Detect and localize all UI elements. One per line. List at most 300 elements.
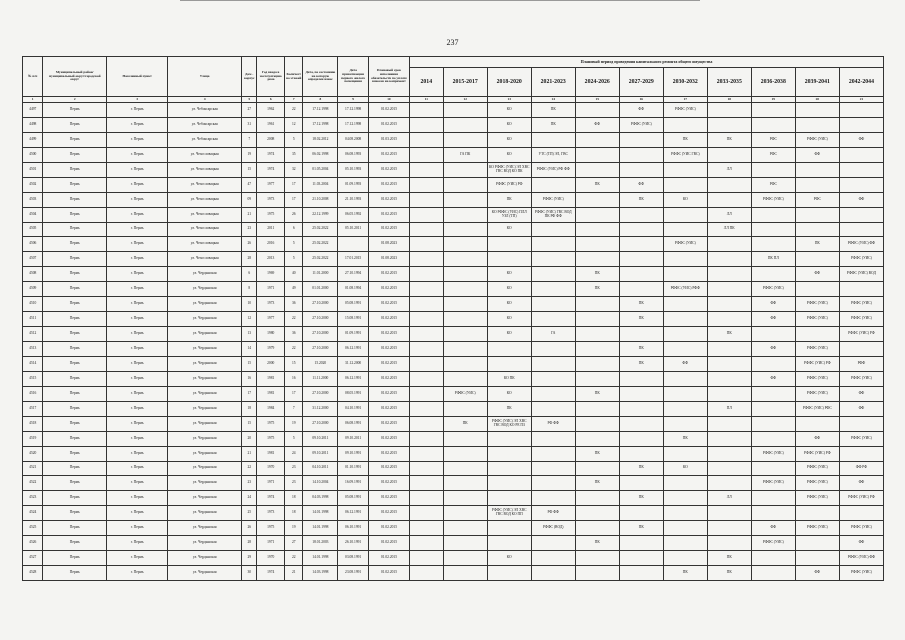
repair-period-cell: РФФС (УИС) РФ bbox=[795, 446, 839, 461]
house-cell: 09 bbox=[242, 192, 257, 207]
repair-period-cell: РФФС (УИС) bbox=[795, 342, 839, 357]
street-cell: ул. Чердынская bbox=[168, 401, 242, 416]
repair-period-cell bbox=[409, 536, 443, 551]
column-number: 5 bbox=[242, 97, 257, 103]
repair-period-cell: РФФС (УИС ГВС) bbox=[663, 147, 707, 162]
repair-period-cell: ФФ bbox=[619, 177, 663, 192]
repair-period-cell bbox=[409, 267, 443, 282]
repair-period-cell bbox=[795, 327, 839, 342]
repair-period-cell: ПК bbox=[663, 431, 707, 446]
date-first-cell: 21.10.1993 bbox=[338, 192, 369, 207]
repair-period-cell bbox=[443, 192, 487, 207]
settlement-cell: г. Пермь bbox=[106, 476, 167, 491]
repair-period-cell: РФФС (УИС) bbox=[663, 237, 707, 252]
repair-period-cell bbox=[531, 267, 575, 282]
municipality-cell: Пермь bbox=[43, 461, 106, 476]
repair-period-cell: КО РФФС (УИС) ЭЛ ХВС ГВС ВОД КО ПК bbox=[487, 162, 531, 177]
column-number: 20 bbox=[795, 97, 839, 103]
column-number: 13 bbox=[487, 97, 531, 103]
column-number: 4 bbox=[168, 97, 242, 103]
column-number: 14 bbox=[531, 97, 575, 103]
street-cell: ул. Чехословацкая bbox=[168, 162, 242, 177]
floors-cell: 27 bbox=[285, 536, 303, 551]
repair-period-cell: КО bbox=[487, 327, 531, 342]
repair-period-cell bbox=[575, 491, 619, 506]
row-number: 4523 bbox=[23, 491, 43, 506]
repair-period-cell: РФФС (ВОД) bbox=[531, 521, 575, 536]
row-number: 4511 bbox=[23, 312, 43, 327]
floors-cell: 5 bbox=[285, 431, 303, 446]
repair-period-cell bbox=[707, 356, 751, 371]
street-cell: ул. Чехословацкая bbox=[168, 177, 242, 192]
repair-period-cell: ФФ bbox=[751, 521, 795, 536]
row-number: 4502 bbox=[23, 177, 43, 192]
municipality-cell: Пермь bbox=[43, 506, 106, 521]
repair-period-cell bbox=[575, 342, 619, 357]
house-cell: 7 bbox=[242, 132, 257, 147]
repair-period-cell: РФФС (УИС) bbox=[751, 446, 795, 461]
header-year-10: 2042-2044 bbox=[839, 68, 883, 97]
row-number: 4508 bbox=[23, 267, 43, 282]
street-cell: ул. Чердынская bbox=[168, 446, 242, 461]
floors-cell: 6 bbox=[285, 222, 303, 237]
planned-term-cell: 01.02.2015 bbox=[368, 431, 409, 446]
municipality-cell: Пермь bbox=[43, 222, 106, 237]
repair-period-cell: РФФС (УИС) bbox=[839, 521, 883, 536]
settlement-cell: г. Пермь bbox=[106, 386, 167, 401]
repair-period-cell: ФФ bbox=[795, 267, 839, 282]
year-built-cell: 1975 bbox=[257, 521, 285, 536]
table-row bbox=[23, 103, 884, 118]
floors-cell: 19 bbox=[285, 521, 303, 536]
repair-period-cell: ПК bbox=[707, 132, 751, 147]
repair-period-cell: РФ ФФ bbox=[531, 416, 575, 431]
year-built-cell: 1970 bbox=[257, 551, 285, 566]
planned-term-cell: 01.02.2015 bbox=[368, 446, 409, 461]
floors-cell: 22 bbox=[285, 312, 303, 327]
year-built-cell: 1974 bbox=[257, 566, 285, 581]
repair-period-cell bbox=[531, 297, 575, 312]
year-built-cell: 1962 bbox=[257, 103, 285, 118]
column-number: 17 bbox=[663, 97, 707, 103]
street-cell: ул. Чебоксарская bbox=[168, 132, 242, 147]
repair-period-cell: РФФС (УИС) bbox=[795, 371, 839, 386]
repair-period-cell bbox=[443, 312, 487, 327]
repair-period-cell bbox=[663, 327, 707, 342]
header-year-3: 2021-2023 bbox=[531, 68, 575, 97]
header-year-0: 2014 bbox=[409, 68, 443, 97]
repair-period-cell bbox=[663, 536, 707, 551]
date-first-cell: 03.08.1991 bbox=[338, 551, 369, 566]
repair-period-cell: КО bbox=[487, 267, 531, 282]
repair-period-cell bbox=[707, 342, 751, 357]
house-cell: 26 bbox=[242, 521, 257, 536]
year-built-cell: 1973 bbox=[257, 297, 285, 312]
repair-period-cell bbox=[707, 461, 751, 476]
column-number: 1 bbox=[23, 97, 43, 103]
repair-period-cell: РФФС (УИС) bbox=[751, 192, 795, 207]
repair-period-cell bbox=[531, 312, 575, 327]
repair-period-cell: РФФС (УИС) bbox=[751, 476, 795, 491]
municipality-cell: Пермь bbox=[43, 132, 106, 147]
repair-period-cell bbox=[409, 327, 443, 342]
repair-period-cell bbox=[707, 416, 751, 431]
repair-period-cell: ПК bbox=[619, 342, 663, 357]
planned-term-cell: 01.02.2015 bbox=[368, 327, 409, 342]
planned-term-cell: 01.02.2015 bbox=[368, 371, 409, 386]
municipality-cell: Пермь bbox=[43, 371, 106, 386]
repair-period-cell: ФФ bbox=[751, 312, 795, 327]
repair-period-cell: ПК bbox=[795, 237, 839, 252]
date-first-cell: 01.09.1993 bbox=[338, 177, 369, 192]
repair-period-cell bbox=[409, 237, 443, 252]
repair-period-cell: ФФ bbox=[839, 386, 883, 401]
repair-period-cell bbox=[751, 566, 795, 581]
repair-period-cell bbox=[795, 117, 839, 132]
house-cell: 22 bbox=[242, 461, 257, 476]
street-cell: ул. Чердынская bbox=[168, 282, 242, 297]
year-built-cell: 1974 bbox=[257, 147, 285, 162]
row-number: 4525 bbox=[23, 521, 43, 536]
repair-period-cell bbox=[707, 282, 751, 297]
row-number: 4503 bbox=[23, 192, 43, 207]
repair-period-cell: РФФС (УИС) bbox=[839, 566, 883, 581]
repair-period-cell bbox=[663, 491, 707, 506]
header-year-6: 2030-2032 bbox=[663, 68, 707, 97]
date-inclusion-cell: 25.02.2022 bbox=[303, 237, 338, 252]
repair-period-cell bbox=[531, 491, 575, 506]
repair-period-cell: ПК bbox=[575, 536, 619, 551]
planned-term-cell: 01.02.2015 bbox=[368, 356, 409, 371]
repair-period-cell: ФФ bbox=[839, 536, 883, 551]
repair-period-cell: ГА ПК bbox=[443, 147, 487, 162]
repair-period-cell bbox=[409, 297, 443, 312]
repair-period-cell bbox=[795, 551, 839, 566]
repair-period-cell bbox=[443, 551, 487, 566]
repair-period-cell: РФФС (УИС) РФ bbox=[839, 327, 883, 342]
date-inclusion-cell: 27.10.2000 bbox=[303, 312, 338, 327]
repair-period-cell bbox=[531, 401, 575, 416]
house-cell: 17 bbox=[242, 386, 257, 401]
floors-cell: 18 bbox=[285, 491, 303, 506]
municipality-cell: Пермь bbox=[43, 491, 106, 506]
repair-period-cell bbox=[619, 386, 663, 401]
planned-term-cell: 01.02.2015 bbox=[368, 103, 409, 118]
repair-period-cell: РФФС (УИС) РФ ФФ bbox=[531, 162, 575, 177]
repair-period-cell: КО bbox=[487, 103, 531, 118]
repair-period-cell bbox=[443, 536, 487, 551]
repair-period-cell bbox=[707, 506, 751, 521]
date-first-cell: 06.10.1991 bbox=[338, 521, 369, 536]
repair-period-cell bbox=[795, 177, 839, 192]
date-inclusion-cell: 17.12.1998 bbox=[303, 103, 338, 118]
column-number: 10 bbox=[368, 97, 409, 103]
repair-period-cell bbox=[663, 177, 707, 192]
repair-period-cell bbox=[409, 401, 443, 416]
floors-cell: 5 bbox=[285, 237, 303, 252]
row-number: 4522 bbox=[23, 476, 43, 491]
floors-cell: 16 bbox=[285, 371, 303, 386]
table-row bbox=[23, 147, 884, 162]
table-row bbox=[23, 566, 884, 581]
repair-period-cell bbox=[443, 237, 487, 252]
repair-period-cell: ГА bbox=[531, 327, 575, 342]
row-number: 4507 bbox=[23, 252, 43, 267]
house-cell: 18 bbox=[242, 401, 257, 416]
table-row bbox=[23, 551, 884, 566]
date-first-cell: 01.08.1994 bbox=[338, 282, 369, 297]
repair-period-cell bbox=[487, 237, 531, 252]
repair-period-cell bbox=[751, 237, 795, 252]
settlement-cell: г. Пермь bbox=[106, 506, 167, 521]
municipality-cell: Пермь bbox=[43, 237, 106, 252]
house-cell: 8 bbox=[242, 282, 257, 297]
repair-period-cell bbox=[663, 506, 707, 521]
repair-period-cell: РФФС (УИС) bbox=[839, 312, 883, 327]
row-number: 4515 bbox=[23, 371, 43, 386]
repair-period-cell bbox=[619, 207, 663, 222]
table-row bbox=[23, 192, 884, 207]
street-cell: ул. Чердынская bbox=[168, 416, 242, 431]
repair-period-cell bbox=[409, 162, 443, 177]
street-cell: ул. Чехословацкая bbox=[168, 147, 242, 162]
repair-period-cell bbox=[751, 117, 795, 132]
header-year-5: 2027-2029 bbox=[619, 68, 663, 97]
repair-period-cell bbox=[443, 117, 487, 132]
date-inclusion-cell: 14.03.1998 bbox=[303, 566, 338, 581]
settlement-cell: г. Пермь bbox=[106, 371, 167, 386]
date-first-cell: 26.10.1991 bbox=[338, 536, 369, 551]
floors-cell: 23 bbox=[285, 476, 303, 491]
repair-period-cell: РФФС (УИС) bbox=[839, 252, 883, 267]
header-year-built: Год ввода в эксплуатацию дома bbox=[257, 57, 285, 97]
date-inclusion-cell: 21.10.2008 bbox=[303, 192, 338, 207]
table-row bbox=[23, 476, 884, 491]
row-number: 4518 bbox=[23, 416, 43, 431]
house-cell: 6 bbox=[242, 267, 257, 282]
municipality-cell: Пермь bbox=[43, 162, 106, 177]
repair-period-cell: ПК bbox=[443, 416, 487, 431]
date-first-cell: 23.08.1991 bbox=[338, 566, 369, 581]
row-number: 4526 bbox=[23, 536, 43, 551]
street-cell: ул. Чердынская bbox=[168, 461, 242, 476]
header-year-1: 2015-2017 bbox=[443, 68, 487, 97]
repair-period-cell bbox=[409, 147, 443, 162]
repair-period-cell: РФФС (УИС) bbox=[795, 297, 839, 312]
settlement-cell: г. Пермь bbox=[106, 446, 167, 461]
row-number: 4528 bbox=[23, 566, 43, 581]
repair-period-cell bbox=[795, 222, 839, 237]
repair-period-cell bbox=[751, 267, 795, 282]
settlement-cell: г. Пермь bbox=[106, 327, 167, 342]
repair-period-cell: ПК bbox=[487, 192, 531, 207]
repair-period-cell bbox=[619, 476, 663, 491]
planned-term-cell: 01.03.2015 bbox=[368, 132, 409, 147]
repair-period-cell bbox=[619, 147, 663, 162]
repair-period-cell bbox=[531, 461, 575, 476]
repair-period-cell: ПК ПЛ bbox=[751, 252, 795, 267]
date-first-cell: 17.01.2015 bbox=[338, 252, 369, 267]
repair-period-cell bbox=[751, 103, 795, 118]
settlement-cell: г. Пермь bbox=[106, 416, 167, 431]
repair-period-cell: КО bbox=[487, 312, 531, 327]
street-cell: ул. Чердынская bbox=[168, 506, 242, 521]
repair-period-cell bbox=[409, 521, 443, 536]
repair-period-cell bbox=[751, 327, 795, 342]
header-settlement: Населенный пункт bbox=[106, 57, 167, 97]
repair-period-cell: РФФС (УИС) bbox=[663, 103, 707, 118]
date-inclusion-cell: 09.10.2011 bbox=[303, 446, 338, 461]
planned-term-cell: 01.02.2015 bbox=[368, 401, 409, 416]
repair-period-cell: ФФ bbox=[795, 431, 839, 446]
row-number: 4512 bbox=[23, 327, 43, 342]
year-built-cell: 1975 bbox=[257, 207, 285, 222]
floors-cell: 17 bbox=[285, 192, 303, 207]
row-number: 4506 bbox=[23, 237, 43, 252]
column-number: 2 bbox=[43, 97, 106, 103]
house-cell: 26 bbox=[242, 237, 257, 252]
repair-period-cell bbox=[619, 416, 663, 431]
repair-period-cell: ФФ bbox=[839, 401, 883, 416]
floors-cell: 12 bbox=[285, 117, 303, 132]
repair-period-cell bbox=[487, 431, 531, 446]
street-cell: ул. Чердынская bbox=[168, 356, 242, 371]
repair-period-cell bbox=[487, 356, 531, 371]
row-number: 4520 bbox=[23, 446, 43, 461]
repair-period-cell bbox=[409, 192, 443, 207]
repair-period-cell bbox=[443, 461, 487, 476]
planned-term-cell: 01.02.2015 bbox=[368, 117, 409, 132]
repair-period-cell: КО bbox=[487, 551, 531, 566]
street-cell: ул. Чебоксарская bbox=[168, 117, 242, 132]
house-cell: 23 bbox=[242, 476, 257, 491]
repair-period-cell: УТС (ТП) ЭЛ, ГВС bbox=[531, 147, 575, 162]
repair-period-cell: РФС bbox=[795, 192, 839, 207]
house-cell: 21 bbox=[242, 446, 257, 461]
date-first-cell: 04.10.1991 bbox=[338, 401, 369, 416]
capital-repair-table bbox=[22, 56, 884, 581]
repair-period-cell bbox=[443, 566, 487, 581]
year-built-cell: 1973 bbox=[257, 192, 285, 207]
row-number: 4517 bbox=[23, 401, 43, 416]
table-row bbox=[23, 461, 884, 476]
repair-period-cell bbox=[443, 162, 487, 177]
repair-period-cell bbox=[443, 327, 487, 342]
row-number: 4499 bbox=[23, 132, 43, 147]
date-first-cell: 01.10.1991 bbox=[338, 461, 369, 476]
settlement-cell: г. Пермь bbox=[106, 222, 167, 237]
date-inclusion-cell: 27.10.2000 bbox=[303, 327, 338, 342]
repair-period-cell bbox=[795, 506, 839, 521]
date-inclusion-cell: 14.01.1998 bbox=[303, 506, 338, 521]
municipality-cell: Пермь bbox=[43, 117, 106, 132]
planned-term-cell: 01.02.2015 bbox=[368, 222, 409, 237]
repair-period-cell bbox=[443, 476, 487, 491]
house-cell: 16 bbox=[242, 371, 257, 386]
row-number: 4510 bbox=[23, 297, 43, 312]
repair-period-cell bbox=[663, 207, 707, 222]
settlement-cell: г. Пермь bbox=[106, 401, 167, 416]
repair-period-cell: РФФС (УИС) bbox=[795, 132, 839, 147]
repair-period-cell bbox=[707, 177, 751, 192]
settlement-cell: г. Пермь bbox=[106, 566, 167, 581]
row-number: 4516 bbox=[23, 386, 43, 401]
repair-period-cell bbox=[619, 237, 663, 252]
repair-period-cell: КО bbox=[487, 386, 531, 401]
repair-period-cell bbox=[619, 446, 663, 461]
repair-period-cell: ЛЛ ПК bbox=[707, 222, 751, 237]
table-row bbox=[23, 371, 884, 386]
repair-period-cell: РФФС (УИС) bbox=[751, 536, 795, 551]
row-number: 4527 bbox=[23, 551, 43, 566]
repair-period-cell bbox=[839, 222, 883, 237]
repair-period-cell: ЛЛ bbox=[707, 162, 751, 177]
header-period-title: Плановый период проведения капитального ремонта общего имущества bbox=[409, 57, 883, 68]
settlement-cell: г. Пермь bbox=[106, 282, 167, 297]
repair-period-cell bbox=[663, 297, 707, 312]
municipality-cell: Пермь bbox=[43, 252, 106, 267]
date-inclusion-cell: 18.02.2012 bbox=[303, 132, 338, 147]
repair-period-cell bbox=[619, 506, 663, 521]
street-cell: ул. Чебоксарская bbox=[168, 103, 242, 118]
municipality-cell: Пермь bbox=[43, 147, 106, 162]
street-cell: ул. Чердынская bbox=[168, 536, 242, 551]
repair-period-cell bbox=[531, 342, 575, 357]
repair-period-cell bbox=[751, 431, 795, 446]
table-row bbox=[23, 416, 884, 431]
municipality-cell: Пермь bbox=[43, 327, 106, 342]
year-built-cell: 1984 bbox=[257, 401, 285, 416]
repair-period-cell bbox=[409, 103, 443, 118]
table-row bbox=[23, 252, 884, 267]
repair-period-cell bbox=[839, 446, 883, 461]
date-first-cell: 09.10.1991 bbox=[338, 446, 369, 461]
repair-period-cell bbox=[409, 446, 443, 461]
repair-period-cell bbox=[409, 222, 443, 237]
house-cell: 24 bbox=[242, 491, 257, 506]
settlement-cell: г. Пермь bbox=[106, 491, 167, 506]
row-number: 4514 bbox=[23, 356, 43, 371]
repair-period-cell bbox=[575, 147, 619, 162]
repair-period-cell bbox=[707, 476, 751, 491]
repair-period-cell bbox=[751, 401, 795, 416]
repair-period-cell: ЛЛ bbox=[707, 491, 751, 506]
date-inclusion-cell: 27.10.2000 bbox=[303, 297, 338, 312]
municipality-cell: Пермь bbox=[43, 431, 106, 446]
house-cell: 28 bbox=[242, 536, 257, 551]
repair-period-cell bbox=[443, 521, 487, 536]
repair-period-cell bbox=[409, 356, 443, 371]
date-first-cell: 09.10.2011 bbox=[338, 431, 369, 446]
repair-period-cell: РФФС (УИС) ФФ bbox=[839, 237, 883, 252]
table-row bbox=[23, 162, 884, 177]
repair-period-cell bbox=[409, 207, 443, 222]
floors-cell: 5 bbox=[285, 252, 303, 267]
repair-period-cell bbox=[531, 222, 575, 237]
year-built-cell: 2013 bbox=[257, 252, 285, 267]
settlement-cell: г. Пермь bbox=[106, 132, 167, 147]
repair-period-cell bbox=[575, 371, 619, 386]
repair-period-cell: ПЛ bbox=[707, 401, 751, 416]
repair-period-cell bbox=[575, 162, 619, 177]
date-inclusion-cell: 14.10.2004 bbox=[303, 476, 338, 491]
municipality-cell: Пермь bbox=[43, 267, 106, 282]
repair-period-cell bbox=[575, 401, 619, 416]
repair-period-cell: РФФС (УИС) bbox=[839, 297, 883, 312]
repair-period-cell bbox=[707, 371, 751, 386]
house-cell: 31 bbox=[242, 117, 257, 132]
house-cell: 29 bbox=[242, 551, 257, 566]
